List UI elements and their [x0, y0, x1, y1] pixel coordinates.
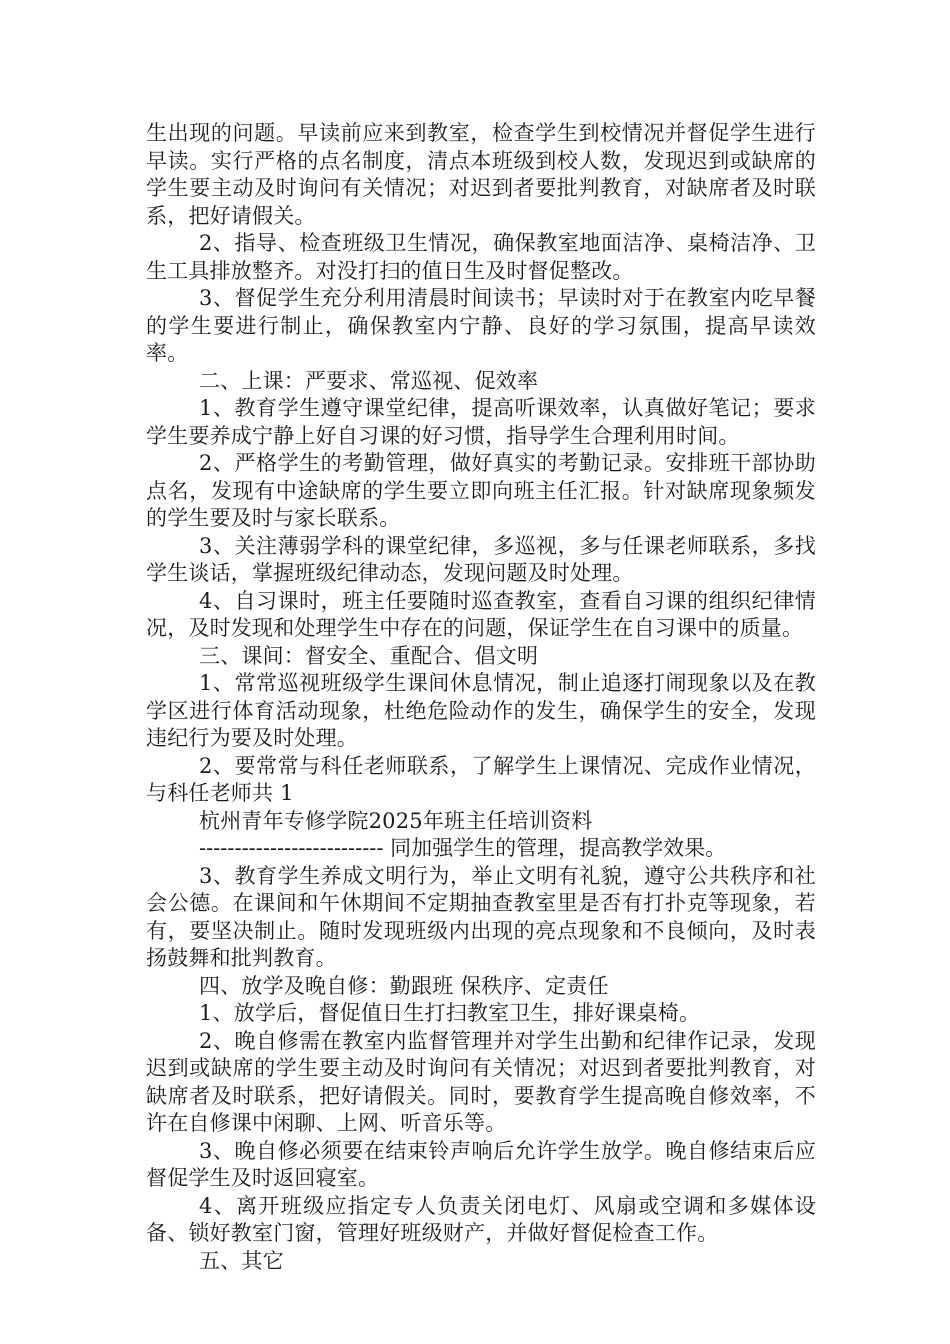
paragraph-7: 4、自习课时，班主任要随时巡查教室，查看自习课的组织纪律情况，及时发现和处理学生中存在的问题，保证学生在自习课中的质量。 [146, 588, 816, 640]
paragraph-9: 1、常常巡视班级学生课间休息情况，制止追逐打闹现象以及在教学区进行体育活动现象，杜绝危险动作的发生，确保学生的安全，发现违纪行为要及时处理。 [146, 671, 816, 750]
paragraph-10: 2、要常常与科任老师联系，了解学生上课情况、完成作业情况，与科任老师共 1 [146, 753, 816, 805]
section-heading-2: 二、上课：严要求、常巡视、促效率 [199, 368, 539, 393]
paragraph-15: 1、放学后，督促值日生打扫教室卫生，排好课桌椅。 [199, 1001, 701, 1025]
section-heading-3: 三、课间：督安全、重配合、倡文明 [199, 643, 539, 668]
section-heading-4: 四、放学及晚自修：勤跟班 保秩序、定责任 [199, 973, 609, 998]
section-heading-5: 五、其它 [199, 1248, 284, 1273]
paragraph-12: -------------------------- 同加强学生的管理，提高教学效果。 [199, 836, 727, 860]
paragraph-13: 3、教育学生养成文明行为，举止文明有礼貌，遵守公共秩序和社会公德。在课间和午休期间不定期抽查教室里是否有打扑克等现象，若有，要坚决制止。随时发现班级内出现的亮点现象和不良倾向，及时表扬鼓舞和批判教育。 [146, 863, 816, 970]
page-header-text: 杭州青年专修学院2025年班主任培训资料 [199, 808, 593, 833]
paragraph-2: 3、督促学生充分利用清晨时间读书；早读时对于在教室内吃早餐的学生要进行制止，确保教室内宁静、良好的学习氛围，提高早读效率。 [146, 286, 816, 365]
paragraph-1: 2、指导、检查班级卫生情况，确保教室地面洁净、桌椅洁净、卫生工具排放整齐。对没打扫的值日生及时督促整改。 [146, 231, 816, 283]
paragraph-0: 生出现的问题。早读前应来到教室，检查学生到校情况并督促学生进行早读。实行严格的点名制度，清点本班级到校人数，发现迟到或缺席的学生要主动及时询问有关情况；对迟到者要批判教育，对缺席者及时联系，把好请假关。 [146, 121, 816, 228]
document-page [146, 120, 816, 1275]
paragraph-6: 3、关注薄弱学科的课堂纪律，多巡视，多与任课老师联系，多找学生谈话，掌握班级纪律动态，发现问题及时处理。 [146, 533, 816, 585]
paragraph-5: 2、严格学生的考勤管理，做好真实的考勤记录。安排班干部协助点名，发现有中途缺席的学生要立即向班主任汇报。针对缺席现象频发的学生要及时与家长联系。 [146, 451, 816, 530]
paragraph-18: 4、离开班级应指定专人负责关闭电灯、风扇或空调和多媒体设备、锁好教室门窗，管理好班级财产，并做好督促检查工作。 [146, 1193, 816, 1245]
paragraph-4: 1、教育学生遵守课堂纪律，提高听课效率，认真做好笔记；要求学生要养成宁静上好自习课的好习惯，指导学生合理利用时间。 [146, 396, 816, 448]
paragraph-16: 2、晚自修需在教室内监督管理并对学生出勤和纪律作记录，发现迟到或缺席的学生要主动及时询问有关情况；对迟到者要批判教育，对缺席者及时联系，把好请假关。同时，要教育学生提高晚自修效率，不许在自修课中闲聊、上网、听音乐等。 [146, 1028, 816, 1135]
paragraph-17: 3、晚自修必须要在结束铃声响后允许学生放学。晚自修结束后应督促学生及时返回寝室。 [146, 1138, 816, 1190]
